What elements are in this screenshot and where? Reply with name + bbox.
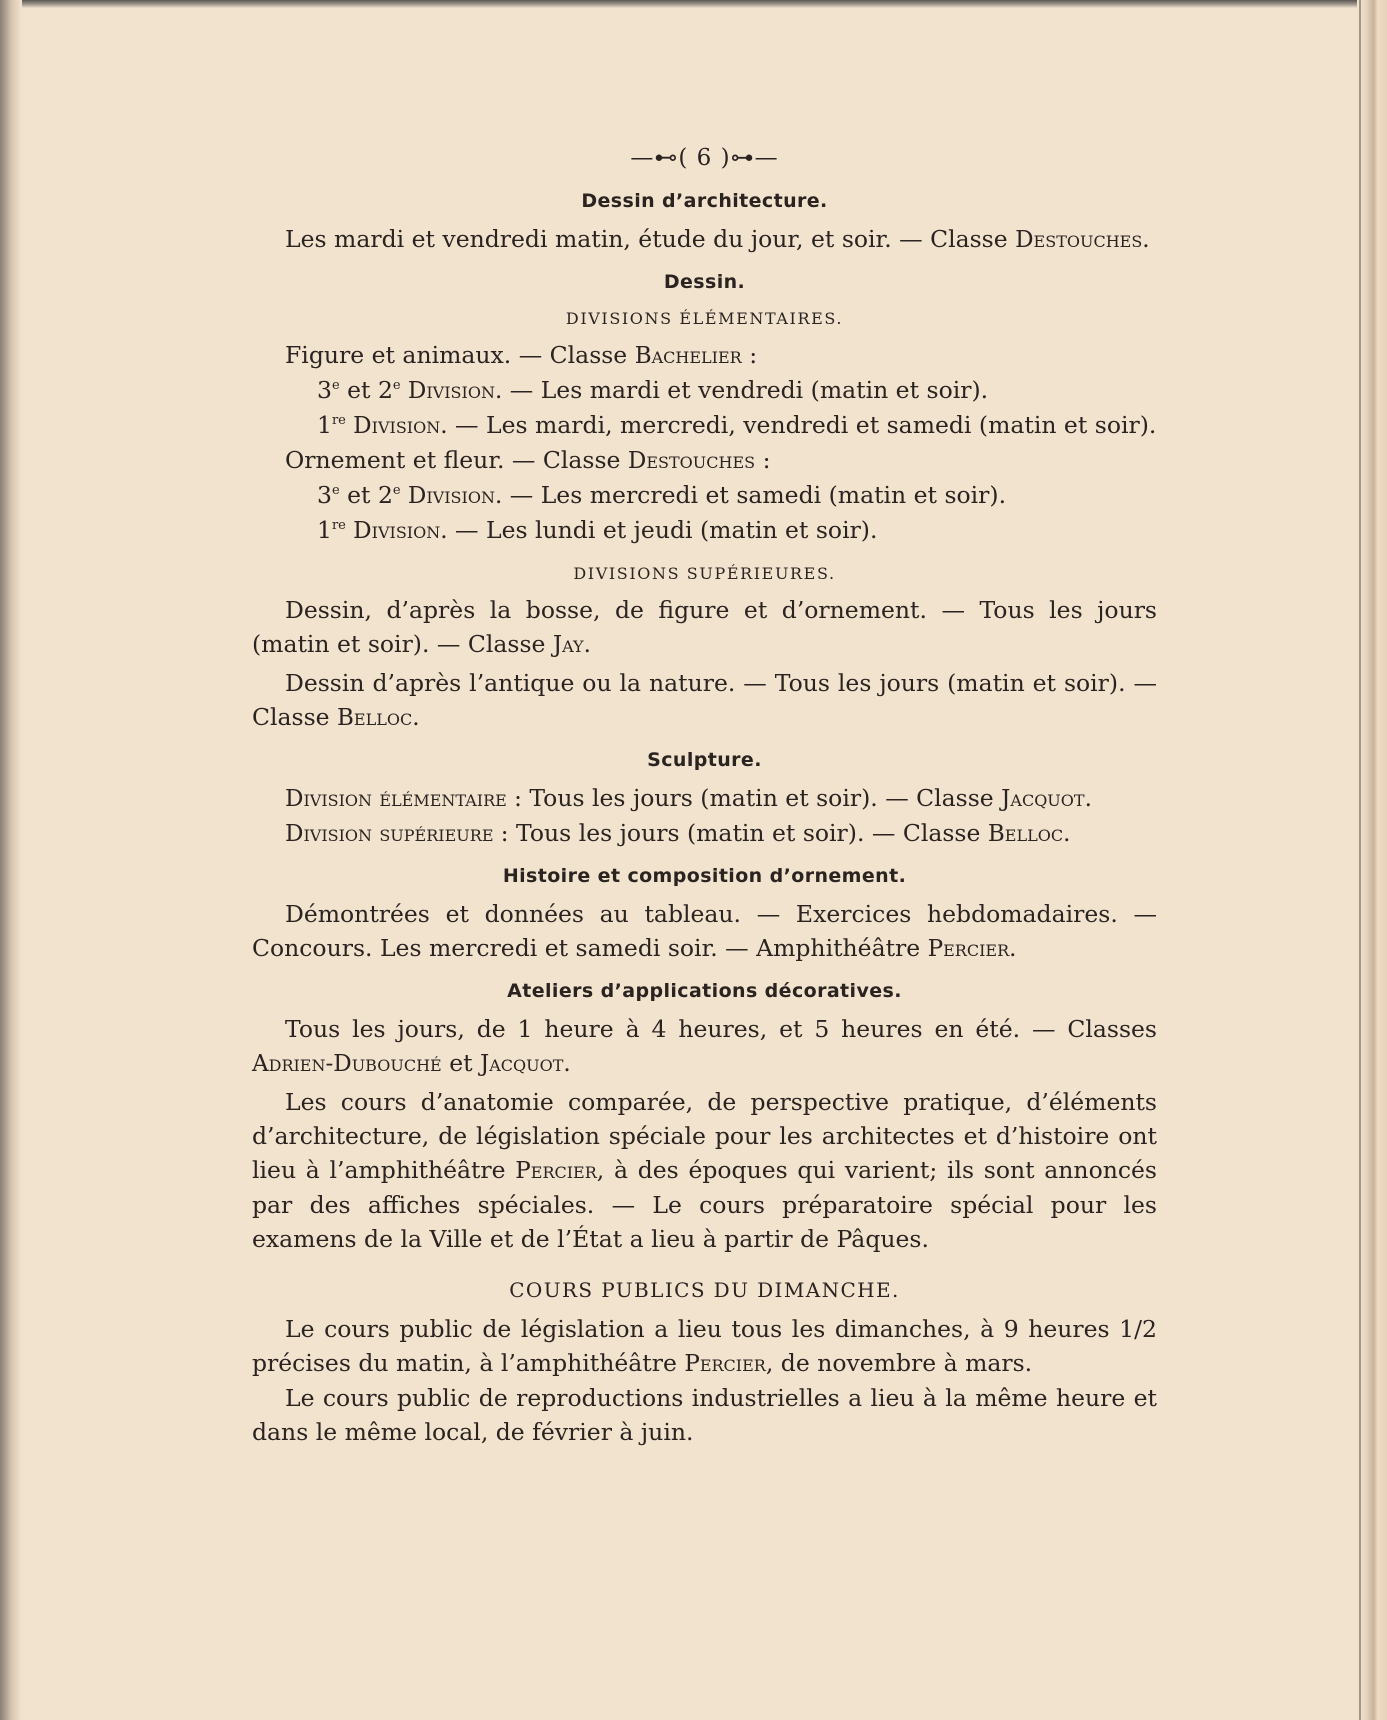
paragraph-figure-animaux: Figure et animaux. — Classe Bachelier : <box>285 341 758 369</box>
page-number: —⊷( 6 )⊶— <box>630 145 779 171</box>
heading-ateliers: Ateliers d’applications décoratives. <box>507 980 902 1002</box>
binding-line <box>1359 0 1361 1720</box>
page-top-edge <box>0 0 1387 8</box>
heading-histoire-composition: Histoire et composition d’ornement. <box>502 865 907 887</box>
line-ornement-division-1: 1re Division. — Les lundi et jeudi (matin et soir). <box>317 516 878 544</box>
paragraph-histoire: Démontrées et données au tableau. — Exercices hebdomadaires. — Concours. Les mercredi et samedi soir. — Amphithéâtre Percier. <box>252 900 1157 962</box>
line-ornement-division-3-2: 3e et 2e Division. — Les mercredi et samedi (matin et soir). <box>317 481 1007 509</box>
heading-divisions-elementaires: DIVISIONS ÉLÉMENTAIRES. <box>565 309 844 328</box>
paragraph-bosse: Dessin, d’après la bosse, de figure et d’ornement. — Tous les jours (matin et soir). — Classe Jay. <box>252 596 1157 658</box>
paragraph-antique: Dessin d’après l’antique ou la nature. — Tous les jours (matin et soir). — Classe Belloc. <box>252 669 1157 731</box>
heading-divisions-superieures: DIVISIONS SUPÉRIEURES. <box>573 564 836 583</box>
page-right-edge <box>1357 0 1387 1720</box>
heading-dessin-architecture: Dessin d’architecture. <box>581 190 828 212</box>
paragraph-ornement-fleur: Ornement et fleur. — Classe Destouches : <box>285 446 771 474</box>
paragraph-architecture: Les mardi et vendredi matin, étude du jour, et soir. — Classe Destouches. <box>285 225 1150 253</box>
heading-cours-publics-dimanche: COURS PUBLICS DU DIMANCHE. <box>509 1278 900 1302</box>
heading-sculpture: Sculpture. <box>647 749 762 771</box>
heading-dessin: Dessin. <box>663 271 746 293</box>
line-figure-division-3-2: 3e et 2e Division. — Les mardi et vendredi (matin et soir). <box>317 376 989 404</box>
paragraph-cours-legislation: Le cours public de législation a lieu tous les dimanches, à 9 heures 1/2 précises du matin, à l’amphithéâtre Percier, de novembre à mars. <box>252 1315 1157 1377</box>
paragraph-ateliers-horaires: Tous les jours, de 1 heure à 4 heures, et 5 heures en été. — Classes Adrien-Dubouché et Jacquot. <box>252 1015 1157 1077</box>
document-page <box>252 140 1157 1449</box>
paragraph-sculpture-elementaire: Division élémentaire : Tous les jours (matin et soir). — Classe Jacquot. <box>285 784 1092 812</box>
line-figure-division-1: 1re Division. — Les mardi, mercredi, vendredi et samedi (matin et soir). <box>317 411 1157 439</box>
paragraph-sculpture-superieure: Division supérieure : Tous les jours (matin et soir). — Classe Belloc. <box>285 819 1071 847</box>
page-left-edge <box>0 0 22 1720</box>
paragraph-cours-anatomie: Les cours d’anatomie comparée, de perspective pratique, d’éléments d’architecture, de législation spéciale pour les architectes et d’histoire ont lieu à l’amphithéâtre Percier, à des époques qui varient; ils sont annoncés par des affiches spéciales. — Le cours préparatoire spécial pour les examens de la Ville et de l’État a lieu à partir de Pâques. <box>252 1088 1157 1253</box>
paragraph-cours-reproductions: Le cours public de reproductions industrielles a lieu à la même heure et dans le même local, de février à juin. <box>252 1384 1157 1446</box>
